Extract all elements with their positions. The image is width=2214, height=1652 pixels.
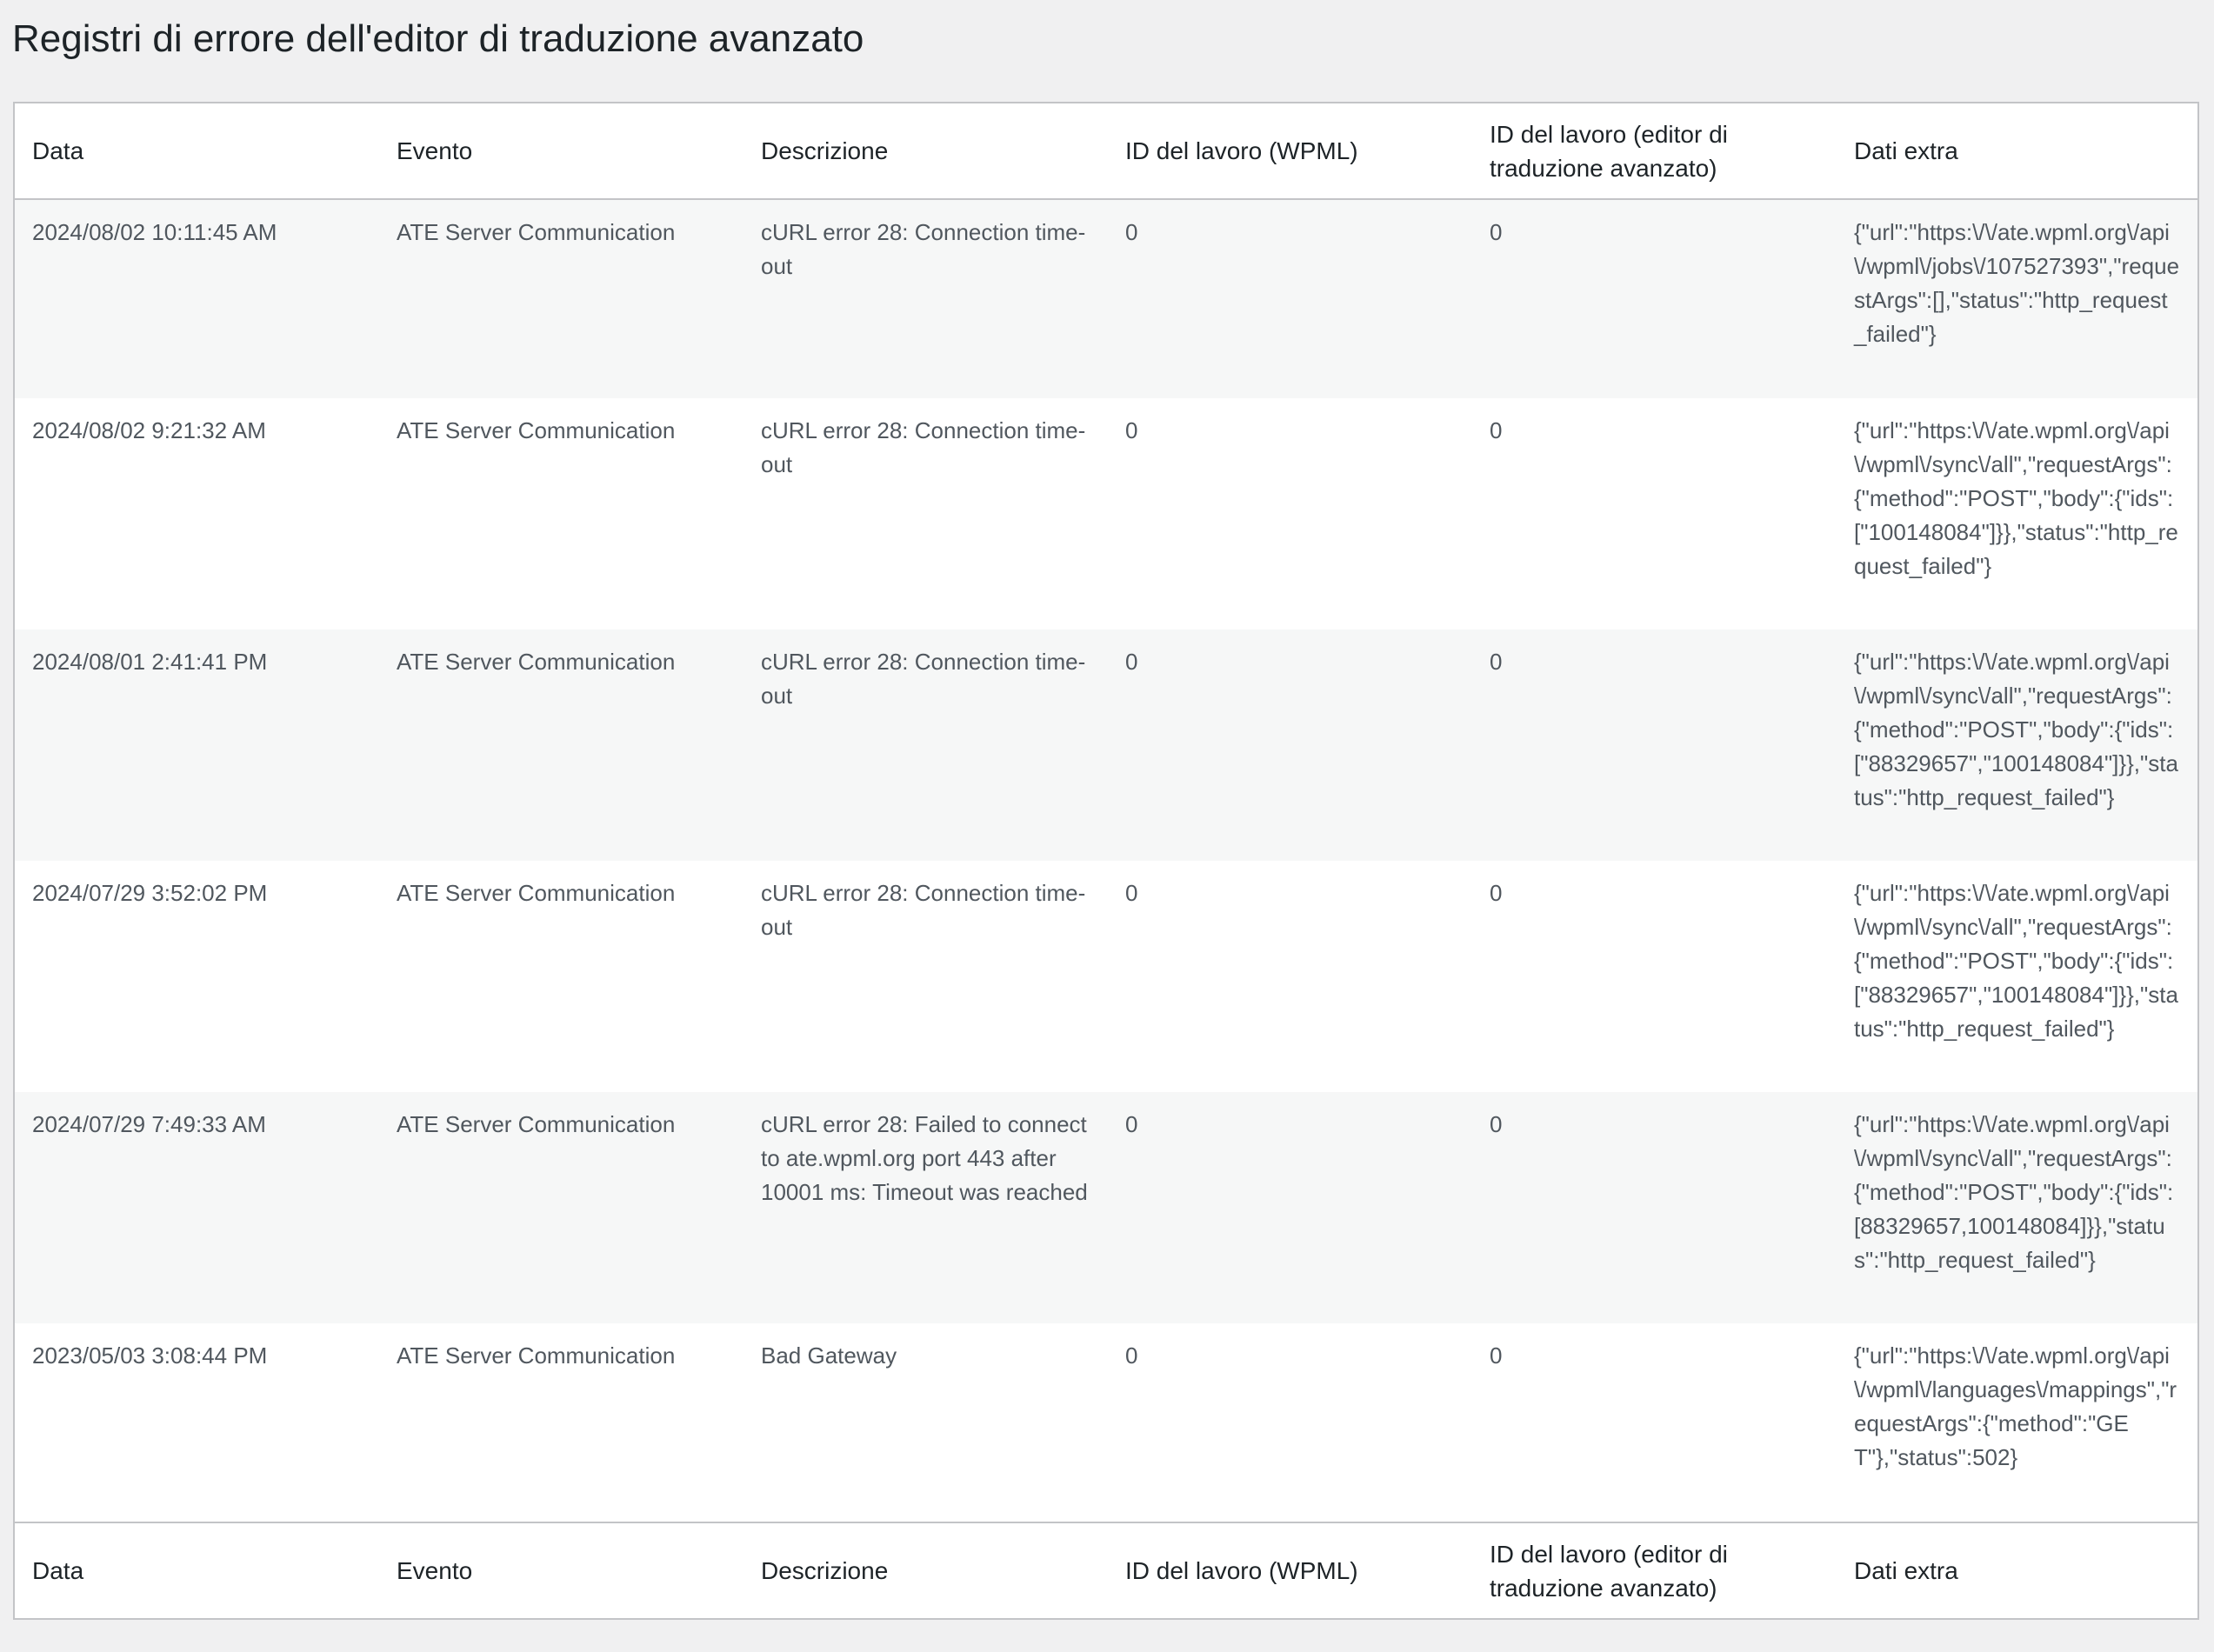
page-title: Registri di errore dell'editor di traduzione avanzato xyxy=(12,17,864,60)
cell-date: 2024/07/29 7:49:33 AM xyxy=(32,1111,266,1137)
cell-event: ATE Server Communication xyxy=(397,417,676,443)
cell-ate-job-id: 0 xyxy=(1490,219,1503,245)
cell-event: ATE Server Communication xyxy=(397,649,676,675)
cell-date: 2024/08/01 2:41:41 PM xyxy=(32,649,268,675)
footer-column-description: Descrizione xyxy=(744,1522,1108,1618)
cell-description: cURL error 28: Connection time-out xyxy=(761,649,1086,709)
cell-event: ATE Server Communication xyxy=(397,880,676,906)
footer-column-date: Data xyxy=(15,1522,379,1618)
table-row xyxy=(15,398,2197,629)
cell-wpml-job-id: 0 xyxy=(1125,880,1138,906)
footer-column-extra-data: Dati extra xyxy=(1837,1522,2197,1618)
cell-extra-data: {"url":"https:\/\/ate.wpml.org\/api\/wpml\/languages\/mappings","requestArgs":{"method":"GET"},"status":502} xyxy=(1854,1342,2177,1470)
cell-event: ATE Server Communication xyxy=(397,1342,676,1369)
cell-extra-data: {"url":"https:\/\/ate.wpml.org\/api\/wpml\/sync\/all","requestArgs":{"method":"POST","body":{"ids":["100148084"]}},"status":"http_request_failed"} xyxy=(1854,417,2178,579)
cell-ate-job-id: 0 xyxy=(1490,649,1503,675)
cell-ate-job-id: 0 xyxy=(1490,880,1503,906)
cell-ate-job-id: 0 xyxy=(1490,1111,1503,1137)
cell-extra-data: {"url":"https:\/\/ate.wpml.org\/api\/wpml\/sync\/all","requestArgs":{"method":"POST","body":{"ids":[88329657,100148084]}},"status":"http_request_failed"} xyxy=(1854,1111,2174,1273)
cell-extra-data: {"url":"https:\/\/ate.wpml.org\/api\/wpml\/sync\/all","requestArgs":{"method":"POST","body":{"ids":["88329657","100148084"]}},"status":"http_request_failed"} xyxy=(1854,880,2178,1042)
column-header-event: Evento xyxy=(379,103,744,199)
cell-wpml-job-id: 0 xyxy=(1125,1342,1138,1369)
cell-date: 2023/05/03 3:08:44 PM xyxy=(32,1342,268,1369)
table-row xyxy=(15,1092,2197,1323)
table-row xyxy=(15,1323,2197,1522)
cell-ate-job-id: 0 xyxy=(1490,417,1503,443)
column-header-ate-job-id: ID del lavoro (editor di traduzione avanzato) xyxy=(1472,103,1837,199)
cell-date: 2024/08/02 9:21:32 AM xyxy=(32,417,266,443)
table-body xyxy=(15,199,2197,1522)
column-header-date: Data xyxy=(15,103,379,199)
error-log-table xyxy=(15,103,2197,1618)
footer-column-event: Evento xyxy=(379,1522,744,1618)
cell-date: 2024/08/02 10:11:45 AM xyxy=(32,219,277,245)
cell-wpml-job-id: 0 xyxy=(1125,417,1138,443)
cell-date: 2024/07/29 3:52:02 PM xyxy=(32,880,268,906)
column-header-wpml-job-id: ID del lavoro (WPML) xyxy=(1108,103,1472,199)
cell-description: cURL error 28: Connection time-out xyxy=(761,219,1086,279)
cell-description: cURL error 28: Failed to connect to ate.wpml.org port 443 after 10001 ms: Timeout was reached xyxy=(761,1111,1088,1205)
cell-extra-data: {"url":"https:\/\/ate.wpml.org\/api\/wpml\/jobs\/107527393","requestArgs":[],"status":"http_request_failed"} xyxy=(1854,219,2180,347)
cell-ate-job-id: 0 xyxy=(1490,1342,1503,1369)
table-row xyxy=(15,629,2197,861)
error-log-table-container xyxy=(13,102,2199,1620)
cell-description: Bad Gateway xyxy=(761,1342,897,1369)
cell-event: ATE Server Communication xyxy=(397,1111,676,1137)
cell-extra-data: {"url":"https:\/\/ate.wpml.org\/api\/wpml\/sync\/all","requestArgs":{"method":"POST","body":{"ids":["88329657","100148084"]}},"status":"http_request_failed"} xyxy=(1854,649,2178,810)
column-header-extra-data: Dati extra xyxy=(1837,103,2197,199)
footer-column-wpml-job-id: ID del lavoro (WPML) xyxy=(1108,1522,1472,1618)
table-row xyxy=(15,861,2197,1092)
table-header xyxy=(15,103,2197,199)
cell-description: cURL error 28: Connection time-out xyxy=(761,880,1086,940)
cell-wpml-job-id: 0 xyxy=(1125,219,1138,245)
cell-wpml-job-id: 0 xyxy=(1125,649,1138,675)
table-footer xyxy=(15,1522,2197,1618)
footer-column-ate-job-id: ID del lavoro (editor di traduzione avanzato) xyxy=(1472,1522,1837,1618)
column-header-description: Descrizione xyxy=(744,103,1108,199)
cell-description: cURL error 28: Connection time-out xyxy=(761,417,1086,477)
table-row xyxy=(15,199,2197,398)
cell-event: ATE Server Communication xyxy=(397,219,676,245)
cell-wpml-job-id: 0 xyxy=(1125,1111,1138,1137)
